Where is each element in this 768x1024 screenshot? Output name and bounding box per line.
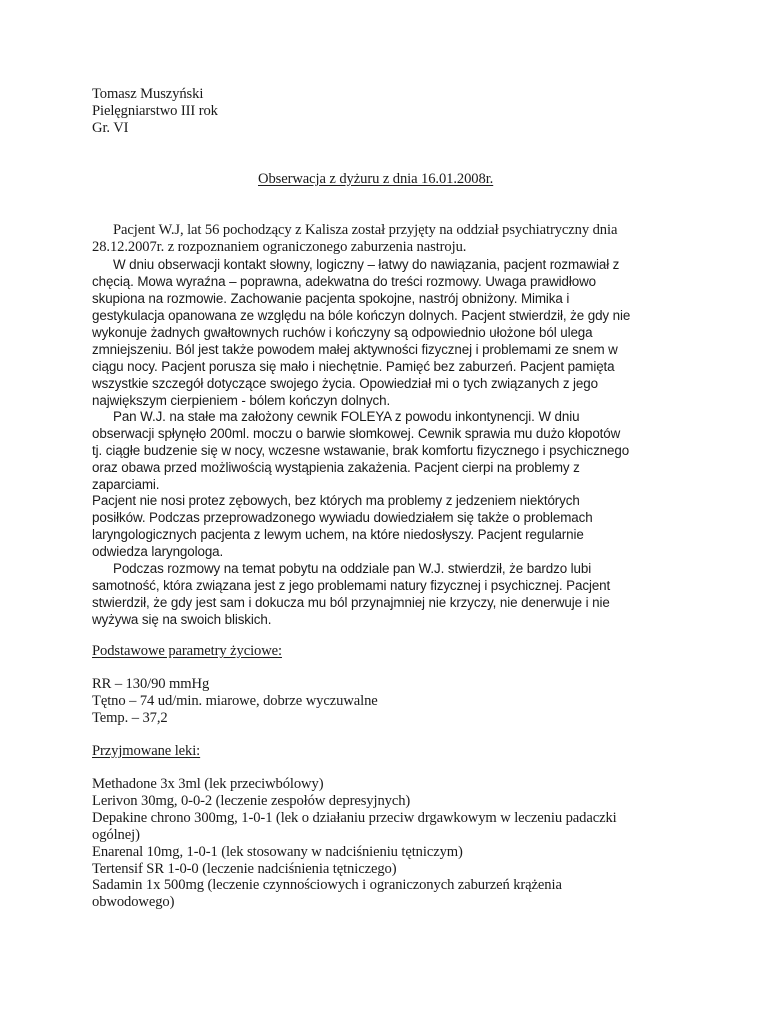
paragraph-line: tj. ciągłe budzenie się w nocy, wczesne wstawanie, brak komfortu fizycznego i psychicznego	[92, 443, 630, 458]
paragraph-line: 28.12.2007r. z rozpoznaniem ograniczonego zaburzenia nastroju.	[92, 239, 467, 255]
author-name: Tomasz Muszyński	[92, 86, 204, 102]
paragraph-line: Pacjent nie nosi protez zębowych, bez których ma problemy z jedzeniem niektórych	[92, 493, 580, 508]
paragraph-line: obserwacji spłynęło 200ml. moczu o barwie słomkowej. Cewnik sprawia mu dużo kłopotów	[92, 426, 621, 441]
vitals-heading: Podstawowe parametry życiowe:	[92, 643, 282, 659]
paragraph-line: zaparciami.	[92, 477, 160, 492]
paragraph-line: zmniejszeniu. Ból jest także powodem małej aktywności fizycznej i problemami ze snem w	[92, 342, 618, 357]
paragraph-line: gestykulacja opanowana ze względu na bóle kończyn dolnych. Pacjent stwierdził, że gdy nie	[92, 308, 631, 323]
paragraph-line: samotność, która związana jest z jego problemami natury fizycznej i psychicznej. Pacjent	[92, 578, 611, 593]
paragraph-line: ciągu nocy. Pacjent porusza się mało i niechętnie. Pamięć bez zaburzeń. Pacjent pamięta	[92, 359, 615, 374]
paragraph-line: Pacjent W.J, lat 56 pochodzący z Kalisza został przyjęty na oddział psychiatryczny dnia	[113, 222, 618, 238]
medication-line: Methadone 3x 3ml (lek przeciwbólowy)	[92, 776, 324, 792]
medication-line: Depakine chrono 300mg, 1-0-1 (lek o działaniu przeciw drgawkowym w leczeniu padaczki	[92, 810, 617, 826]
vitals-item: RR – 130/90 mmHg	[92, 676, 210, 692]
vitals-item: Temp. – 37,2	[92, 710, 168, 726]
medications-heading: Przyjmowane leki:	[92, 743, 201, 759]
document-title: Obserwacja z dyżuru z dnia 16.01.2008r.	[258, 171, 494, 187]
author-program: Pielęgniarstwo III rok	[92, 103, 218, 119]
medication-line: Enarenal 10mg, 1-0-1 (lek stosowany w nadciśnieniu tętniczym)	[92, 844, 463, 860]
paragraph-line: oraz obawa przed możliwością wystąpienia zakażenia. Pacjent cierpi na problemy z	[92, 460, 580, 475]
paragraph-line: wyżywa się na swoich bliskich.	[92, 612, 272, 627]
medication-line: obwodowego)	[92, 894, 175, 910]
paragraph-line: wykonuje żadnych gwałtownych ruchów i kończyny są odpowiednio ułożone ból ulega	[92, 325, 593, 340]
vitals-item: Tętno – 74 ud/min. miarowe, dobrze wyczuwalne	[92, 693, 378, 709]
paragraph-line: posiłków. Podczas przeprowadzonego wywiadu dowiedziałem się także o problemach	[92, 510, 593, 525]
paragraph-line: odwiedza laryngologa.	[92, 544, 224, 559]
paragraph-line: największym cierpieniem - bólem kończyn dolnych.	[92, 393, 391, 408]
paragraph-line: stwierdził, że gdy jest sam i dokucza mu ból przynajmniej nie krzyczy, nie denerwuje i nie	[92, 595, 610, 610]
paragraph-line: laryngologicznych pacjenta z lewym uchem, na które niedosłyszy. Pacjent regularnie	[92, 527, 584, 542]
medication-line: ogólnej)	[92, 827, 140, 843]
author-group: Gr. VI	[92, 120, 129, 136]
paragraph-line: W dniu obserwacji kontakt słowny, logiczny – łatwy do nawiązania, pacjent rozmawiał z	[113, 257, 620, 272]
paragraph-line: chęcią. Mowa wyraźna – poprawna, adekwatna do treści rozmowy. Uwaga prawidłowo	[92, 274, 597, 289]
paragraph-line: Podczas rozmowy na temat pobytu na oddziale pan W.J. stwierdził, że bardzo lubi	[113, 561, 592, 576]
paragraph-line: Pan W.J. na stałe ma założony cewnik FOLEYA z powodu inkontynencji. W dniu	[113, 409, 580, 424]
medication-line: Lerivon 30mg, 0-0-2 (leczenie zespołów depresyjnych)	[92, 793, 411, 809]
medication-line: Tertensif SR 1-0-0 (leczenie nadciśnienia tętniczego)	[92, 861, 397, 877]
paragraph-line: skupiona na rozmowie. Zachowanie pacjenta spokojne, nastrój obniżony. Mimika i	[92, 291, 570, 306]
medication-line: Sadamin 1x 500mg (leczenie czynnościowych i ograniczonych zaburzeń krążenia	[92, 877, 562, 893]
paragraph-line: wszystkie szczegół dotyczące swojego życia. Opowiedział mi o tych związanych z jego	[92, 376, 598, 391]
